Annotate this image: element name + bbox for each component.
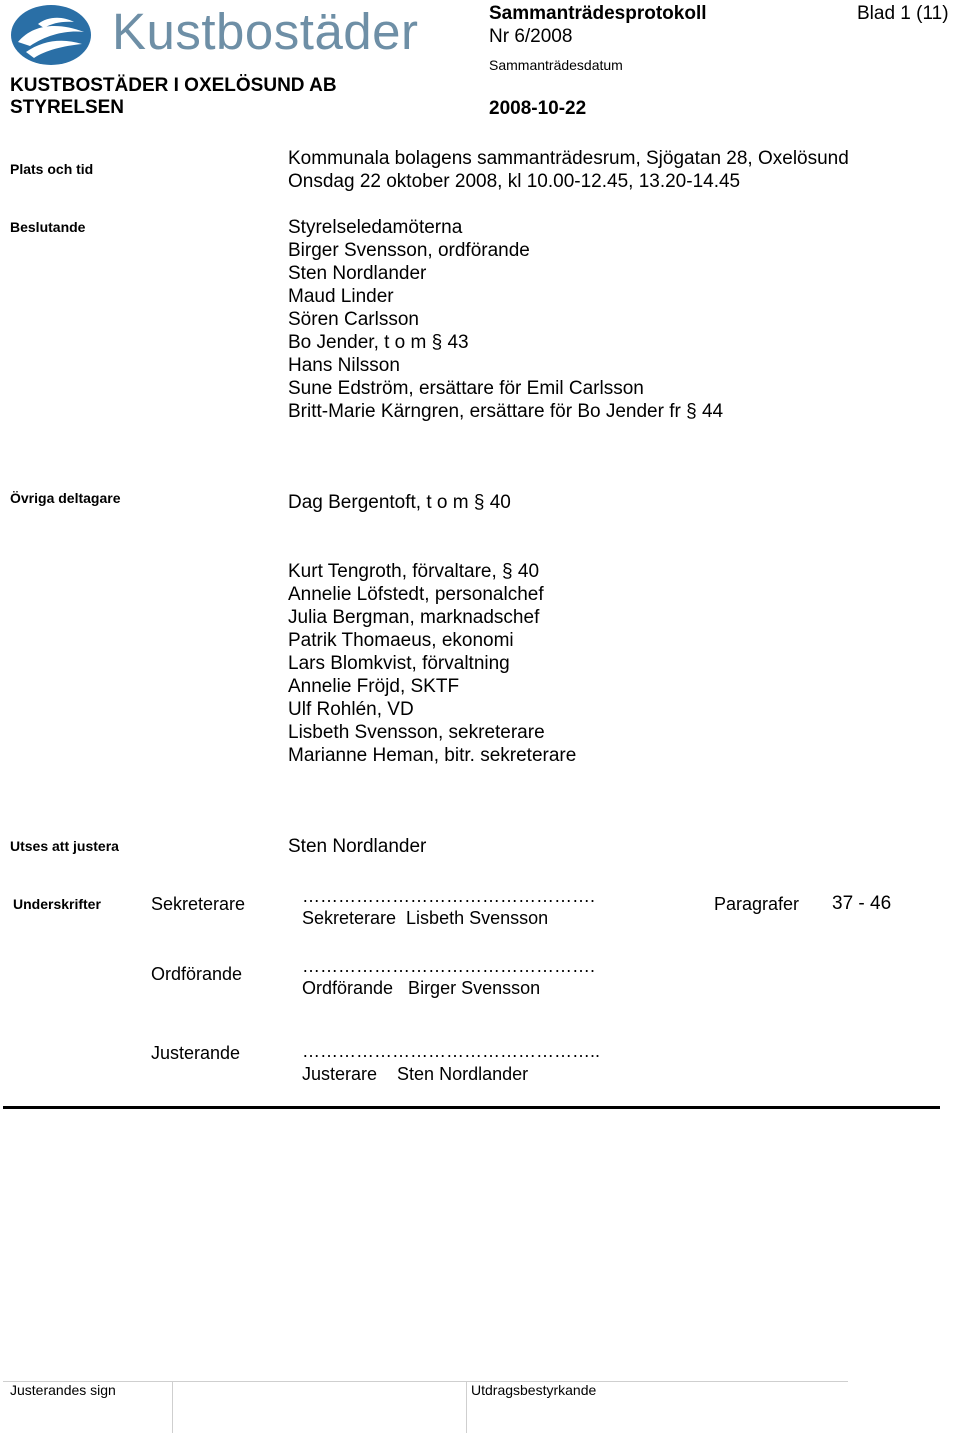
paragraphs-label: Paragrafer [714, 894, 800, 914]
kustbostader-logo-icon [8, 2, 94, 68]
paragraphs-range: 37 - 46 [832, 893, 892, 914]
list-item: Hans Nilsson [288, 355, 400, 376]
footer-box [3, 1381, 848, 1434]
list-item: Ulf Rohlén, VD [288, 699, 414, 720]
time-line: Onsdag 22 oktober 2008, kl 10.00-12.45, 13.20-14.45 [288, 171, 741, 192]
sheet-number: Blad 1 (11) [857, 3, 949, 24]
meeting-date-label: Sammanträdesdatum [489, 57, 623, 73]
signature-role-chair: Ordförande [151, 964, 243, 984]
signatures-label: Underskrifter [13, 896, 101, 912]
list-item: Lars Blomkvist, förvaltning [288, 653, 510, 674]
list-item: Kurt Tengroth, förvaltare, § 40 [288, 561, 540, 582]
signature-caption-chair: Ordförande Birger Svensson [302, 978, 541, 998]
adjuster-name: Sten Nordlander [288, 836, 427, 857]
other-participants-label: Övriga deltagare [10, 490, 121, 506]
document-number: Nr 6/2008 [489, 26, 573, 47]
signature-caption-secretary: Sekreterare Lisbeth Svensson [302, 908, 549, 928]
meeting-date: 2008-10-22 [489, 98, 587, 119]
list-item: Britt-Marie Kärngren, ersättare för Bo Jender fr § 44 [288, 401, 724, 422]
list-item: Birger Svensson, ordförande [288, 240, 530, 261]
adjuster-label: Utses att justera [10, 838, 119, 854]
list-item: Bo Jender, t o m § 43 [288, 332, 469, 353]
place-time-label: Plats och tid [10, 161, 94, 177]
signature-role-secretary: Sekreterare [151, 894, 246, 914]
signature-line-secretary: …………………………………………. [302, 886, 596, 906]
footer-adjuster-sign: Justerandes sign [10, 1382, 116, 1398]
signature-caption-adjuster: Justerare Sten Nordlander [302, 1064, 529, 1084]
list-item: Sten Nordlander [288, 263, 427, 284]
list-item: Annelie Löfstedt, personalchef [288, 584, 544, 605]
signature-line-chair: …………………………………………. [302, 956, 596, 976]
logo-wordmark: Kustbostäder [112, 3, 419, 60]
list-item: Patrik Thomaeus, ekonomi [288, 630, 514, 651]
document-title: Sammanträdesprotokoll [489, 3, 707, 24]
footer-divider [466, 1381, 467, 1433]
other-participants-list [288, 560, 576, 767]
decision-makers-list [288, 216, 723, 423]
list-item: Sune Edström, ersättare för Emil Carlsson [288, 378, 644, 399]
section-divider [3, 1106, 940, 1109]
decision-makers-label: Beslutande [10, 219, 86, 235]
signature-role-adjuster: Justerande [151, 1043, 241, 1063]
other-participant-first: Dag Bergentoft, t o m § 40 [288, 492, 511, 513]
list-item: Annelie Fröjd, SKTF [288, 676, 460, 697]
list-item: Styrelseledamöterna [288, 217, 463, 238]
list-item: Lisbeth Svensson, sekreterare [288, 722, 545, 743]
footer-extract-certified: Utdragsbestyrkande [471, 1382, 597, 1398]
list-item: Sören Carlsson [288, 309, 419, 330]
list-item: Marianne Heman, bitr. sekreterare [288, 745, 577, 766]
place-time-block [288, 147, 849, 193]
company-name: KUSTBOSTÄDER I OXELÖSUND AB STYRELSEN [10, 75, 337, 118]
list-item: Maud Linder [288, 286, 394, 307]
signature-line-adjuster: ………………………………………….. [302, 1041, 601, 1061]
footer-divider [172, 1381, 173, 1433]
list-item: Julia Bergman, marknadschef [288, 607, 540, 628]
place-line: Kommunala bolagens sammanträdesrum, Sjögatan 28, Oxelösund [288, 148, 849, 169]
